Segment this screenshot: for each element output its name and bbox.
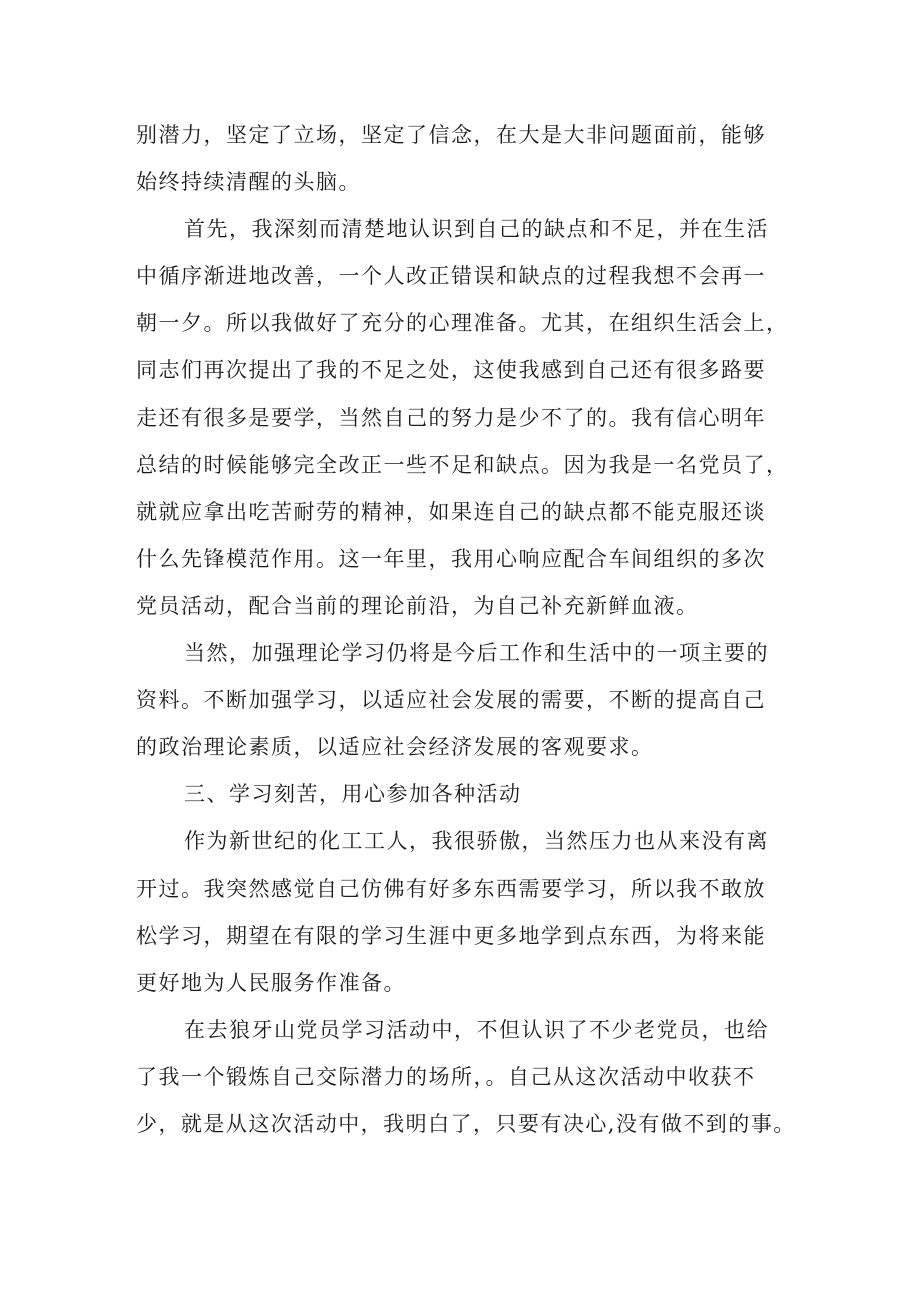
- text-line: 朝一夕。所以我做好了充分的心理准备。尤其，在组织生活会上，: [136, 311, 789, 336]
- text-line: 少，就是从这次活动中，我明白了，只要有决心,没有做不到的事。: [136, 1111, 796, 1136]
- document-body: [136, 112, 796, 1148]
- text-line: 同志们再次提出了我的不足之处，这使我感到自己还有很多路要: [136, 358, 766, 383]
- section-heading: 三、学习刻苦，用心参加各种活动: [184, 782, 522, 807]
- text-line: 的政治理论素质，以适应社会经济发展的客观要求。: [136, 735, 654, 760]
- text-line: 松学习，期望在有限的学习生涯中更多地学到点东西，为将来能: [136, 923, 766, 948]
- text-line: 什么先锋模范作用。这一年里，我用心响应配合车间组织的多次: [136, 546, 766, 571]
- text-line: 资料。不断加强学习，以适应社会发展的需要，不断的提高自己: [136, 688, 766, 713]
- paragraph-first-line: 在去狼牙山党员学习活动中，不但认识了不少老党员，也给: [184, 1017, 769, 1042]
- paragraph-first-line: 作为新世纪的化工工人，我很骄傲，当然压力也从来没有离: [184, 829, 769, 854]
- paragraph-first-line: 首先，我深刻而清楚地认识到自己的缺点和不足，并在生活: [184, 217, 769, 242]
- text-line: 更好地为人民服务作准备。: [136, 970, 406, 995]
- text-line: 就就应拿出吃苦耐劳的精神，如果连自己的缺点都不能克服还谈: [136, 499, 766, 524]
- text-line: 始终持续清醒的头脑。: [136, 170, 361, 195]
- text-line: 走还有很多是要学，当然自己的努力是少不了的。我有信心明年: [136, 405, 766, 430]
- text-line: 了我一个锻炼自己交际潜力的场所，。自己从这次活动中收获不: [136, 1064, 756, 1089]
- text-line: 中循序渐进地改善，一个人改正错误和缺点的过程我想不会再一: [136, 264, 766, 289]
- text-line: 开过。我突然感觉自己仿佛有好多东西需要学习，所以我不敢放: [136, 876, 766, 901]
- text-line: 总结的时候能够完全改正一些不足和缺点。因为我是一名党员了，: [136, 452, 789, 477]
- text-line: 别潜力，坚定了立场，坚定了信念，在大是大非问题面前，能够: [136, 123, 766, 147]
- paragraph-first-line: 当然，加强理论学习仍将是今后工作和生活中的一项主要的: [184, 641, 769, 666]
- text-line: 党员活动，配合当前的理论前沿，为自己补充新鲜血液。: [136, 593, 699, 618]
